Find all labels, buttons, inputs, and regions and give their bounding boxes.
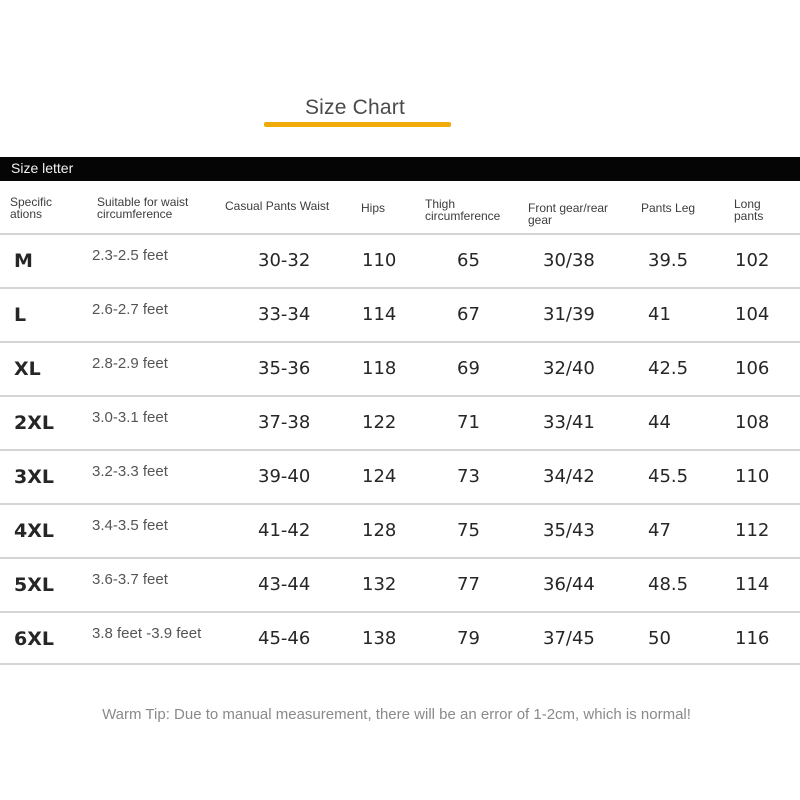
page-title: Size Chart — [304, 96, 406, 119]
cell-waist-range: 3.6-3.7 feet — [92, 571, 168, 588]
cell-waist-range: 3.2-3.3 feet — [92, 463, 168, 480]
table-row — [0, 503, 800, 557]
cell-thigh: 73 — [457, 466, 480, 487]
table-row — [0, 557, 800, 611]
cell-front-rear: 33/41 — [543, 412, 595, 433]
cell-waist-range: 2.8-2.9 feet — [92, 355, 168, 372]
header-casual-waist: Casual Pants Waist — [225, 199, 330, 213]
cell-waist-range: 3.8 feet -3.9 feet — [92, 625, 202, 642]
header-thigh: Thigh circumference — [425, 197, 501, 223]
cell-size: 3XL — [14, 466, 54, 488]
cell-hips: 138 — [362, 628, 397, 649]
cell-front-rear: 34/42 — [543, 466, 595, 487]
cell-casual-waist: 39-40 — [258, 466, 311, 487]
header-specifications: Specific ations — [10, 195, 53, 221]
cell-long-pants: 106 — [735, 358, 770, 379]
cell-casual-waist: 45-46 — [258, 628, 311, 649]
cell-thigh: 65 — [457, 250, 480, 271]
cell-thigh: 75 — [457, 520, 480, 541]
cell-hips: 118 — [362, 358, 397, 379]
header-front-rear: Front gear/rear gear — [528, 201, 609, 227]
cell-size: M — [14, 250, 33, 272]
cell-hips: 122 — [362, 412, 397, 433]
cell-long-pants: 116 — [735, 628, 770, 649]
cell-thigh: 69 — [457, 358, 480, 379]
cell-casual-waist: 30-32 — [258, 250, 311, 271]
cell-size: 2XL — [14, 412, 54, 434]
header-band — [0, 157, 800, 181]
cell-hips: 132 — [362, 574, 397, 595]
cell-waist-range: 2.6-2.7 feet — [92, 301, 168, 318]
table-row — [0, 611, 800, 665]
table-row — [0, 233, 800, 287]
cell-long-pants: 108 — [735, 412, 770, 433]
cell-size: 4XL — [14, 520, 54, 542]
size-table — [0, 233, 800, 665]
cell-front-rear: 37/45 — [543, 628, 595, 649]
column-headers — [0, 190, 800, 230]
header-hips: Hips — [361, 201, 386, 215]
cell-size: L — [14, 304, 27, 326]
cell-hips: 124 — [362, 466, 397, 487]
cell-long-pants: 102 — [735, 250, 770, 271]
cell-thigh: 77 — [457, 574, 480, 595]
cell-pants-leg: 44 — [648, 412, 671, 433]
cell-front-rear: 30/38 — [543, 250, 595, 271]
cell-long-pants: 114 — [735, 574, 770, 595]
cell-size: 5XL — [14, 574, 54, 596]
table-row — [0, 395, 800, 449]
cell-thigh: 79 — [457, 628, 480, 649]
cell-pants-leg: 41 — [648, 304, 671, 325]
cell-front-rear: 31/39 — [543, 304, 595, 325]
table-row — [0, 287, 800, 341]
cell-pants-leg: 42.5 — [648, 358, 689, 379]
cell-thigh: 67 — [457, 304, 480, 325]
cell-casual-waist: 41-42 — [258, 520, 311, 541]
cell-waist-range: 3.0-3.1 feet — [92, 409, 168, 426]
table-row — [0, 449, 800, 503]
header-pants-leg: Pants Leg — [641, 201, 696, 215]
cell-hips: 128 — [362, 520, 397, 541]
table-row — [0, 341, 800, 395]
cell-pants-leg: 39.5 — [648, 250, 689, 271]
cell-long-pants: 110 — [735, 466, 770, 487]
cell-pants-leg: 45.5 — [648, 466, 689, 487]
cell-long-pants: 104 — [735, 304, 770, 325]
cell-hips: 110 — [362, 250, 397, 271]
cell-waist-range: 2.3-2.5 feet — [92, 247, 168, 264]
warm-tip: Warm Tip: Due to manual measurement, there will be an error of 1-2cm, which is normal! — [102, 706, 691, 723]
title-underline — [264, 122, 451, 127]
cell-thigh: 71 — [457, 412, 480, 433]
cell-pants-leg: 48.5 — [648, 574, 689, 595]
cell-size: XL — [14, 358, 41, 380]
cell-casual-waist: 33-34 — [258, 304, 311, 325]
header-long-pants: Long pants — [734, 197, 764, 223]
cell-long-pants: 112 — [735, 520, 770, 541]
cell-casual-waist: 35-36 — [258, 358, 311, 379]
cell-waist-range: 3.4-3.5 feet — [92, 517, 168, 534]
cell-front-rear: 35/43 — [543, 520, 595, 541]
cell-casual-waist: 37-38 — [258, 412, 311, 433]
cell-pants-leg: 50 — [648, 628, 671, 649]
cell-front-rear: 32/40 — [543, 358, 595, 379]
cell-size: 6XL — [14, 628, 54, 650]
cell-hips: 114 — [362, 304, 397, 325]
header-waist-range: Suitable for waist circumference — [97, 195, 189, 221]
cell-pants-leg: 47 — [648, 520, 671, 541]
band-label: Size letter — [11, 160, 74, 176]
cell-casual-waist: 43-44 — [258, 574, 311, 595]
cell-front-rear: 36/44 — [543, 574, 595, 595]
